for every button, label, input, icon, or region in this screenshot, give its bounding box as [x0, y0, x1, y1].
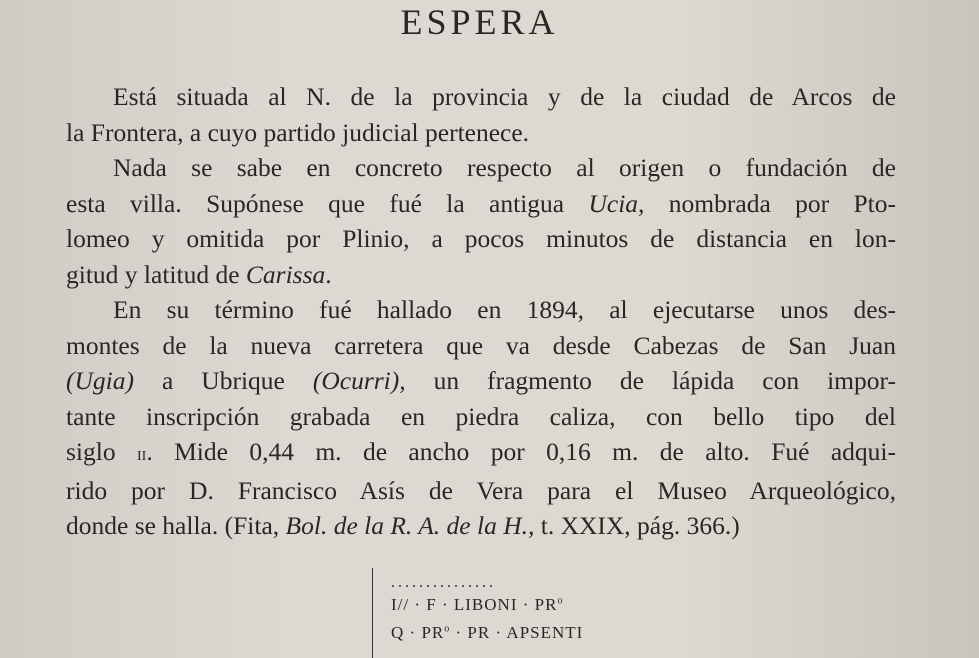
- text-line: tante inscripción grabada en piedra caliza, con bello tipo del: [66, 401, 896, 431]
- text-run: un fragmento de lápida con impor-: [405, 366, 896, 395]
- text-run: nombrada por Pto-: [644, 188, 896, 218]
- text-run: siglo: [66, 437, 137, 466]
- text-line: En su término fué hallado en 1894, al ejecutarse unos des-: [113, 295, 896, 324]
- inscription-lacuna-dots: ...............: [391, 574, 496, 591]
- text-line: lomeo y omitida por Plinio, a pocos minutos de distancia en lon-: [66, 224, 896, 253]
- text-line: rido por D. Francisco Asís de Vera para el Museo Arqueológico,: [66, 475, 896, 505]
- text-line: la Frontera, a cuyo partido judicial pertenece.: [66, 117, 530, 147]
- text-run: . Mide 0,44 m. de ancho por 0,16 m. de alto. Fué adqui-: [146, 437, 896, 466]
- paragraph: [66, 79, 896, 150]
- text-line: [66, 186, 896, 222]
- text-run: esta villa. Supónese que fué la antigua: [66, 188, 589, 218]
- inscription-block: [372, 568, 633, 658]
- roman-numeral: ii: [137, 443, 147, 465]
- inscription-line-2: $Q \cdot PR^o$ · PR · APSENTI: [391, 623, 584, 642]
- text-run: .: [325, 259, 332, 289]
- text-line: [66, 434, 896, 473]
- italic-run: (Ocurri),: [312, 366, 406, 395]
- paragraph: [66, 292, 896, 544]
- page-title: ESPERA: [400, 2, 559, 42]
- text-run: gitud y latitud de: [66, 259, 246, 289]
- italic-run: Bol. de la R. A. de la H.,: [285, 511, 535, 540]
- paragraph: [66, 150, 896, 292]
- italic-run: Ucia,: [588, 188, 645, 218]
- text-line: montes de la nueva carretera que va desde Cabezas de San Juan: [66, 330, 896, 360]
- italic-run: Carissa: [245, 259, 326, 289]
- text-run: a Ubrique: [133, 366, 313, 395]
- text-line: Nada se sabe en concreto respecto al origen o fundación de: [113, 153, 896, 182]
- italic-run: (Ugia): [66, 366, 134, 395]
- superscript-o: o: [444, 623, 451, 635]
- superscript-o: o: [557, 595, 564, 607]
- text-run: t. XXIX, pág. 366.): [534, 511, 740, 540]
- text-line: Está situada al N. de la provincia y de la ciudad de Arcos de: [113, 82, 896, 111]
- body-text: [66, 79, 896, 544]
- text-run: donde se halla. (Fita,: [66, 511, 286, 540]
- text-line: [66, 363, 896, 399]
- inscription-line-1: I// · F · LIBONI · $PR^o$: [391, 595, 564, 614]
- text-line: [66, 508, 896, 544]
- text-line: [66, 257, 896, 293]
